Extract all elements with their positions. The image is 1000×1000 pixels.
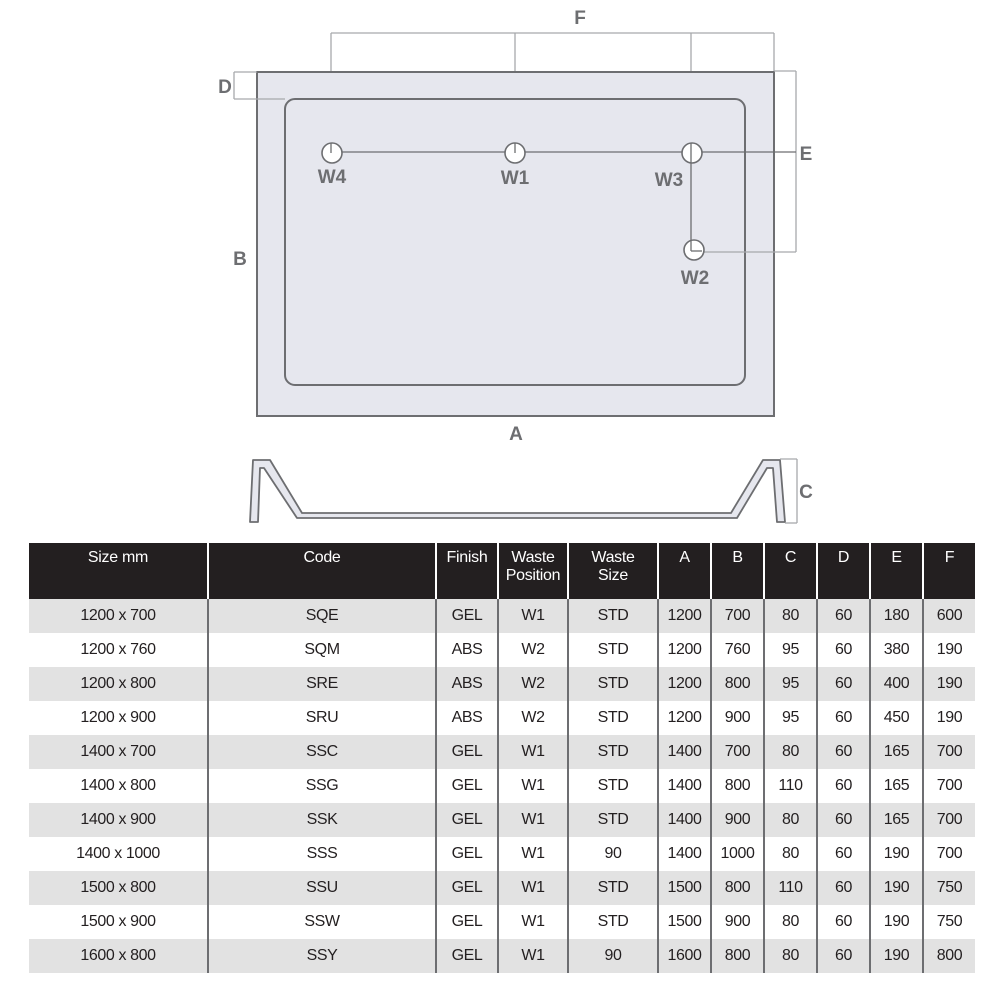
cell-e: 190 — [870, 837, 923, 871]
cell-size: 1500 x 900 — [29, 905, 208, 939]
header-waste-position — [498, 543, 568, 599]
header-waste-position-line2: Position — [505, 567, 561, 584]
waste-label-w3: W3 — [654, 170, 684, 191]
cell-f: 700 — [923, 769, 975, 803]
cell-waste-position: W1 — [498, 837, 568, 871]
cell-d: 60 — [817, 803, 870, 837]
table-row — [29, 701, 975, 735]
cell-waste-size: 90 — [568, 837, 658, 871]
cell-e: 165 — [870, 735, 923, 769]
cell-code: SQM — [208, 633, 436, 667]
cell-code: SQE — [208, 599, 436, 633]
cell-d: 60 — [817, 701, 870, 735]
cell-c: 110 — [764, 871, 817, 905]
cell-waste-size: STD — [568, 667, 658, 701]
cell-e: 450 — [870, 701, 923, 735]
cell-code: SRE — [208, 667, 436, 701]
cell-c: 95 — [764, 701, 817, 735]
cell-a: 1600 — [658, 939, 711, 973]
cell-f: 750 — [923, 905, 975, 939]
cell-c: 95 — [764, 633, 817, 667]
cell-size: 1200 x 800 — [29, 667, 208, 701]
header-a: A — [658, 543, 711, 599]
header-b: B — [711, 543, 764, 599]
cell-finish: GEL — [436, 735, 498, 769]
table-header-row — [29, 543, 975, 599]
cell-code: SSY — [208, 939, 436, 973]
cell-waste-position: W2 — [498, 667, 568, 701]
table-body — [29, 599, 975, 973]
cell-waste-position: W1 — [498, 769, 568, 803]
dimension-label-f: F — [574, 8, 586, 29]
cell-finish: GEL — [436, 939, 498, 973]
table-row — [29, 599, 975, 633]
cell-d: 60 — [817, 837, 870, 871]
cell-d: 60 — [817, 905, 870, 939]
cell-waste-size: STD — [568, 905, 658, 939]
cell-c: 110 — [764, 769, 817, 803]
cell-e: 165 — [870, 769, 923, 803]
header-waste-position-line1: Waste — [511, 549, 555, 566]
header-code: Code — [208, 543, 436, 599]
cell-a: 1200 — [658, 667, 711, 701]
header-e: E — [870, 543, 923, 599]
cell-c: 80 — [764, 939, 817, 973]
table-row — [29, 667, 975, 701]
header-c: C — [764, 543, 817, 599]
cell-c: 80 — [764, 599, 817, 633]
cell-size: 1400 x 900 — [29, 803, 208, 837]
waste-w3-icon — [682, 143, 702, 163]
cell-code: SSG — [208, 769, 436, 803]
cell-c: 95 — [764, 667, 817, 701]
waste-w2-icon — [684, 240, 704, 260]
table-row — [29, 735, 975, 769]
cell-waste-size: STD — [568, 871, 658, 905]
cell-e: 165 — [870, 803, 923, 837]
cell-b: 800 — [711, 667, 764, 701]
cell-a: 1400 — [658, 769, 711, 803]
tray-cross-section — [250, 460, 785, 522]
cell-f: 700 — [923, 837, 975, 871]
cell-finish: GEL — [436, 905, 498, 939]
cell-f: 750 — [923, 871, 975, 905]
dimension-label-c: C — [799, 482, 813, 503]
table-row — [29, 633, 975, 667]
header-size: Size mm — [29, 543, 208, 599]
cell-e: 380 — [870, 633, 923, 667]
cell-code: SRU — [208, 701, 436, 735]
cell-f: 700 — [923, 803, 975, 837]
cell-code: SSC — [208, 735, 436, 769]
cell-waste-position: W1 — [498, 599, 568, 633]
cell-b: 800 — [711, 939, 764, 973]
cell-c: 80 — [764, 837, 817, 871]
cell-b: 700 — [711, 735, 764, 769]
cell-size: 1600 x 800 — [29, 939, 208, 973]
cell-b: 900 — [711, 905, 764, 939]
cell-finish: ABS — [436, 701, 498, 735]
cell-d: 60 — [817, 633, 870, 667]
cell-a: 1500 — [658, 871, 711, 905]
header-waste-size-line2: Size — [598, 567, 628, 584]
cell-f: 800 — [923, 939, 975, 973]
cell-size: 1200 x 760 — [29, 633, 208, 667]
cell-waste-size: STD — [568, 599, 658, 633]
cell-a: 1200 — [658, 633, 711, 667]
cell-finish: GEL — [436, 871, 498, 905]
cell-code: SSK — [208, 803, 436, 837]
cell-a: 1400 — [658, 837, 711, 871]
cell-finish: ABS — [436, 633, 498, 667]
cell-e: 190 — [870, 871, 923, 905]
cell-c: 80 — [764, 803, 817, 837]
cell-d: 60 — [817, 939, 870, 973]
cell-e: 190 — [870, 905, 923, 939]
cell-waste-size: STD — [568, 769, 658, 803]
cell-c: 80 — [764, 905, 817, 939]
cell-size: 1400 x 1000 — [29, 837, 208, 871]
cell-d: 60 — [817, 769, 870, 803]
header-waste-size — [568, 543, 658, 599]
dimension-label-e: E — [799, 144, 813, 165]
waste-label-w4: W4 — [317, 167, 347, 188]
cell-waste-position: W1 — [498, 735, 568, 769]
cell-b: 800 — [711, 769, 764, 803]
cell-waste-size: STD — [568, 735, 658, 769]
cell-d: 60 — [817, 735, 870, 769]
cell-code: SSS — [208, 837, 436, 871]
cell-a: 1200 — [658, 599, 711, 633]
cell-waste-position: W1 — [498, 939, 568, 973]
cell-code: SSU — [208, 871, 436, 905]
cell-finish: ABS — [436, 667, 498, 701]
cell-waste-size: 90 — [568, 939, 658, 973]
cell-e: 400 — [870, 667, 923, 701]
waste-label-w2: W2 — [680, 268, 710, 289]
dimension-label-a: A — [509, 424, 523, 445]
tray-inner-basin — [285, 99, 745, 385]
table-row — [29, 871, 975, 905]
header-f: F — [923, 543, 975, 599]
table-row — [29, 939, 975, 973]
cell-a: 1400 — [658, 803, 711, 837]
cell-a: 1200 — [658, 701, 711, 735]
cell-f: 700 — [923, 735, 975, 769]
cell-waste-size: STD — [568, 803, 658, 837]
cell-waste-size: STD — [568, 701, 658, 735]
cell-b: 1000 — [711, 837, 764, 871]
cell-size: 1400 x 800 — [29, 769, 208, 803]
cell-f: 190 — [923, 667, 975, 701]
table-row — [29, 905, 975, 939]
cell-d: 60 — [817, 871, 870, 905]
cell-size: 1200 x 700 — [29, 599, 208, 633]
cell-finish: GEL — [436, 769, 498, 803]
cell-b: 900 — [711, 803, 764, 837]
cell-waste-size: STD — [568, 633, 658, 667]
table-row — [29, 837, 975, 871]
waste-label-w1: W1 — [500, 168, 530, 189]
cell-waste-position: W1 — [498, 871, 568, 905]
cell-waste-position: W2 — [498, 701, 568, 735]
cell-a: 1400 — [658, 735, 711, 769]
cell-b: 800 — [711, 871, 764, 905]
cell-finish: GEL — [436, 599, 498, 633]
cell-f: 600 — [923, 599, 975, 633]
cell-a: 1500 — [658, 905, 711, 939]
cell-waste-position: W2 — [498, 633, 568, 667]
dimension-label-b: B — [233, 249, 247, 270]
specification-table — [29, 543, 975, 973]
cell-size: 1500 x 800 — [29, 871, 208, 905]
table-row — [29, 803, 975, 837]
header-waste-size-line1: Waste — [591, 549, 635, 566]
cell-size: 1400 x 700 — [29, 735, 208, 769]
dimension-label-d: D — [218, 77, 232, 98]
cell-c: 80 — [764, 735, 817, 769]
cell-size: 1200 x 900 — [29, 701, 208, 735]
cell-e: 190 — [870, 939, 923, 973]
waste-w4-icon — [322, 143, 342, 163]
cell-e: 180 — [870, 599, 923, 633]
cell-waste-position: W1 — [498, 803, 568, 837]
cell-code: SSW — [208, 905, 436, 939]
cell-f: 190 — [923, 701, 975, 735]
cell-b: 900 — [711, 701, 764, 735]
cell-finish: GEL — [436, 803, 498, 837]
cell-b: 700 — [711, 599, 764, 633]
table-row — [29, 769, 975, 803]
header-finish: Finish — [436, 543, 498, 599]
cell-b: 760 — [711, 633, 764, 667]
cell-finish: GEL — [436, 837, 498, 871]
cell-d: 60 — [817, 667, 870, 701]
header-d: D — [817, 543, 870, 599]
cell-d: 60 — [817, 599, 870, 633]
cell-waste-position: W1 — [498, 905, 568, 939]
cell-f: 190 — [923, 633, 975, 667]
